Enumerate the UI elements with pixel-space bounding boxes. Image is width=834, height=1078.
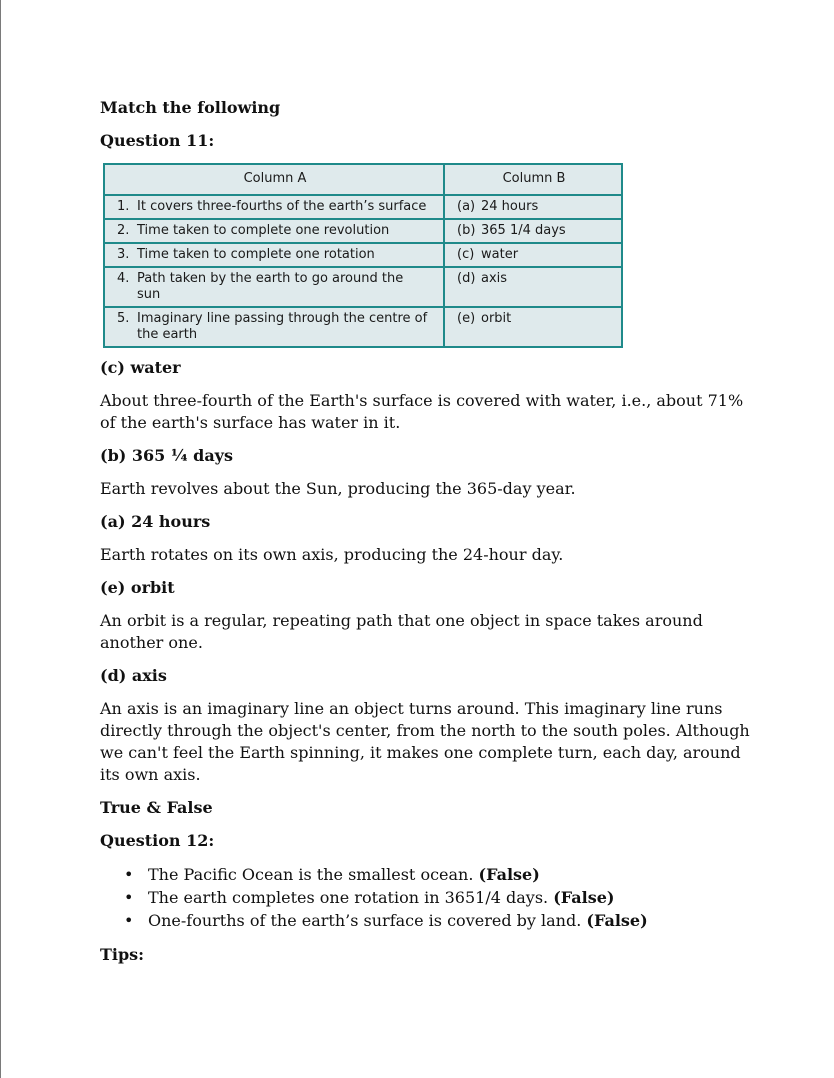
row-letter: (d) xyxy=(457,271,476,286)
match-table-header-row xyxy=(104,164,622,195)
column-a-text: It covers three-fourths of the earth’s surface xyxy=(137,199,427,214)
tips-label: Tips: xyxy=(100,945,145,964)
row-number: 2. xyxy=(117,223,130,238)
table-row xyxy=(104,195,622,219)
column-b-cell xyxy=(444,307,622,347)
question-11-label: Question 11: xyxy=(100,131,215,150)
table-row xyxy=(104,219,622,243)
table-row xyxy=(104,267,622,307)
column-b-cell xyxy=(444,243,622,267)
answer-explanation: Earth revolves about the Sun, producing the 365-day year. xyxy=(100,479,576,498)
answer-title: (e) orbit xyxy=(100,578,175,597)
list-item xyxy=(124,886,750,909)
column-a-text: Path taken by the earth to go around the sun xyxy=(137,271,404,302)
column-a-cell xyxy=(104,267,444,307)
list-item xyxy=(124,909,750,932)
true-false-list xyxy=(100,863,750,932)
statement-text: The earth completes one rotation in 3651/4 days. xyxy=(148,888,549,907)
bullet-icon: • xyxy=(124,911,134,930)
bullet-icon: • xyxy=(124,888,134,907)
column-a-header: Column A xyxy=(104,164,444,195)
answer-title: (d) axis xyxy=(100,666,167,685)
row-letter: (a) xyxy=(457,199,476,214)
list-item xyxy=(124,863,750,886)
statement-verdict: (False) xyxy=(478,865,540,884)
column-b-text: orbit xyxy=(481,311,512,326)
column-b-text: axis xyxy=(481,271,508,286)
answer-explanation: Earth rotates on its own axis, producing the 24-hour day. xyxy=(100,545,564,564)
page-left-edge xyxy=(0,0,1,1078)
row-number: 1. xyxy=(117,199,130,214)
document-content xyxy=(100,97,750,977)
statement-text: The Pacific Ocean is the smallest ocean. xyxy=(148,865,474,884)
statement-verdict: (False) xyxy=(586,911,648,930)
answer-explanation: About three-fourth of the Earth's surface is covered with water, i.e., about 71% of the earth's surface has water in it. xyxy=(100,391,744,432)
row-letter: (b) xyxy=(457,223,476,238)
table-row xyxy=(104,243,622,267)
column-b-text: 365 1/4 days xyxy=(481,223,566,238)
answer-explanation: An axis is an imaginary line an object turns around. This imaginary line runs directly through the object's center, from the north to the south poles. Although we can't feel the Earth spinning, it makes one complete turn, each day, around its own axis. xyxy=(100,699,750,784)
answer-title: (c) water xyxy=(100,358,181,377)
column-a-text: Time taken to complete one revolution xyxy=(137,223,390,238)
column-a-text: Imaginary line passing through the centre of the earth xyxy=(137,311,428,342)
answer-title: (b) 365 ¼ days xyxy=(100,446,233,465)
match-table xyxy=(103,163,623,348)
column-b-text: water xyxy=(481,247,519,262)
column-a-text: Time taken to complete one rotation xyxy=(137,247,375,262)
row-number: 4. xyxy=(117,271,130,286)
statement-text: One-fourths of the earth’s surface is covered by land. xyxy=(148,911,582,930)
section-heading-match: Match the following xyxy=(100,98,281,117)
column-a-cell xyxy=(104,219,444,243)
table-row xyxy=(104,307,622,347)
column-a-cell xyxy=(104,307,444,347)
column-b-cell xyxy=(444,195,622,219)
statement-verdict: (False) xyxy=(553,888,615,907)
column-b-header: Column B xyxy=(444,164,622,195)
section-heading-true-false: True & False xyxy=(100,798,213,817)
question-12-label: Question 12: xyxy=(100,831,215,850)
answer-title: (a) 24 hours xyxy=(100,512,211,531)
column-a-cell xyxy=(104,195,444,219)
row-letter: (e) xyxy=(457,311,476,326)
column-b-text: 24 hours xyxy=(481,199,539,214)
bullet-icon: • xyxy=(124,865,134,884)
row-number: 3. xyxy=(117,247,130,262)
answer-explanation: An orbit is a regular, repeating path that one object in space takes around another one. xyxy=(100,611,703,652)
column-b-cell xyxy=(444,219,622,243)
row-letter: (c) xyxy=(457,247,475,262)
column-b-cell xyxy=(444,267,622,307)
row-number: 5. xyxy=(117,311,130,326)
column-a-cell xyxy=(104,243,444,267)
